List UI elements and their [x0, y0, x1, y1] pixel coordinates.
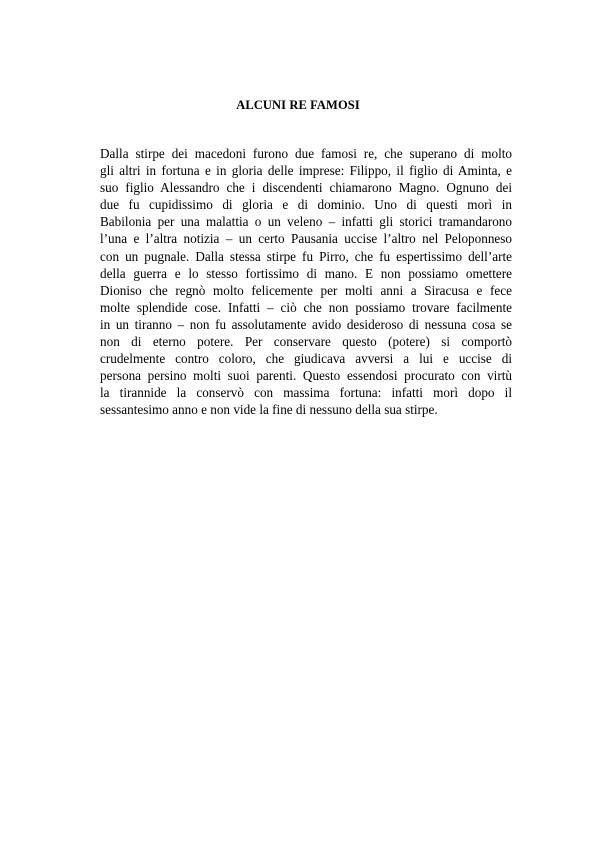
text-line: della guerra e lo stesso fortissimo di mano. E non possiamo omettere — [100, 265, 512, 281]
text-line: con un pugnale. Dalla stessa stirpe fu Pirro, che fu espertissimo dell’arte — [100, 248, 512, 264]
text-line: gli altri in fortuna e in gloria delle imprese: Filippo, il figlio di Aminta, e — [100, 163, 512, 179]
body-paragraph — [100, 145, 512, 419]
text-line: molte splendide cose. Infatti – ciò che non possiamo trovare facilmente — [100, 299, 512, 315]
text-line: persona persino molti suoi parenti. Questo essendosi procurato con virtù — [100, 368, 512, 384]
text-line: sessantesimo anno e non vide la fine di nessuno della sua stirpe. — [100, 402, 438, 418]
text-line: Dioniso che regnò molto felicemente per molti anni a Siracusa e fece — [100, 282, 512, 298]
text-line: non di eterno potere. Per conservare questo (potere) si comportò — [100, 334, 512, 350]
text-line: Dalla stirpe dei macedoni furono due famosi re, che superano di molto — [100, 146, 512, 161]
text-line: suo figlio Alessandro che i discendenti chiamarono Magno. Ognuno dei — [100, 180, 512, 196]
text-line: due fu cupidissimo di gloria e di dominio. Uno di questi morì in — [100, 197, 512, 213]
text-line: l’una e l’altra notizia – un certo Pausania uccise l’altro nel Peloponneso — [100, 231, 512, 247]
text-line: in un tiranno – non fu assolutamente avido desideroso di nessuna cosa se — [100, 316, 512, 332]
page-title: ALCUNI RE FAMOSI — [236, 98, 360, 112]
text-line: la tirannide la conservò con massima fortuna: infatti morì dopo il — [100, 385, 512, 401]
text-line: crudelmente contro coloro, che giudicava avversi a lui e uccise di — [100, 351, 512, 367]
text-line: Babilonia per una malattia o un veleno – infatti gli storici tramandarono — [100, 214, 512, 230]
